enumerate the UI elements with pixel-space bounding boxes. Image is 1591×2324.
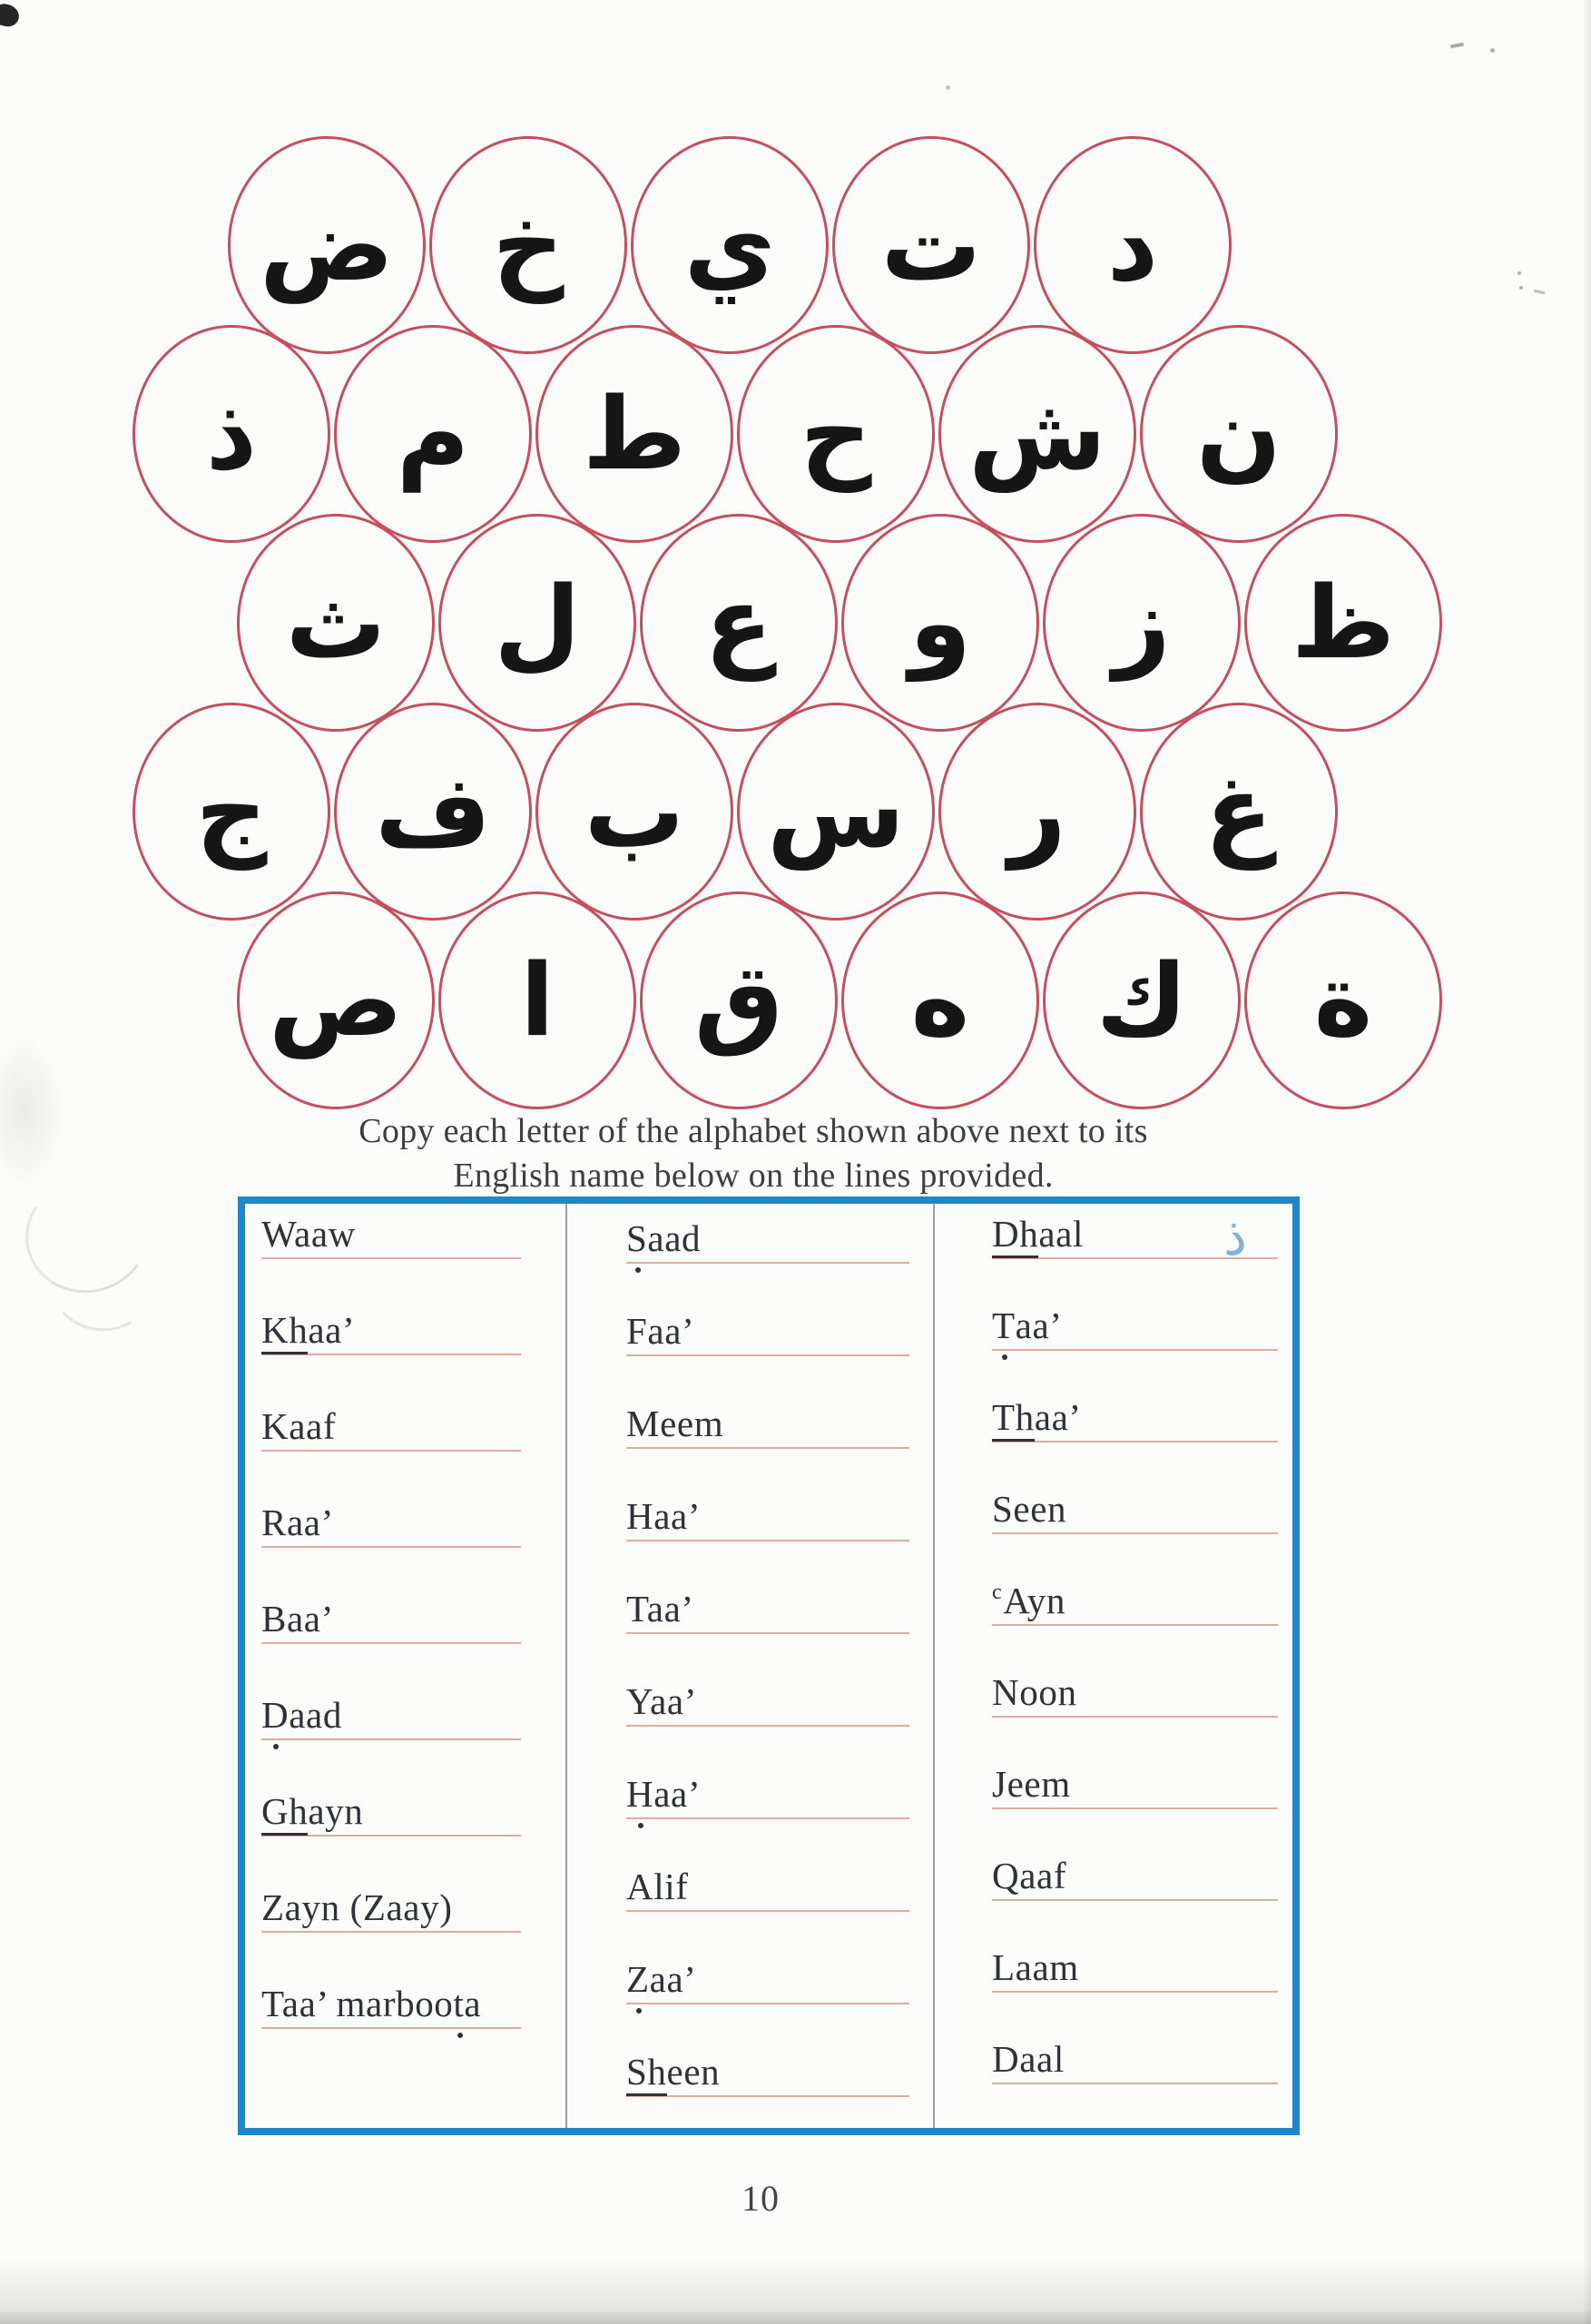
arabic-letter: ث <box>285 565 387 681</box>
letter-circle <box>438 514 636 732</box>
letter-name: Laam <box>992 1945 1079 1988</box>
scan-artifact <box>1519 286 1523 290</box>
arabic-letter: ذ <box>205 376 258 492</box>
arabic-letter: ز <box>1113 565 1171 681</box>
arabic-letter: ه <box>910 942 970 1059</box>
letter-name: Daal <box>992 2037 1065 2080</box>
letter-circle <box>334 325 532 543</box>
dotted-letter: H <box>626 1774 653 1815</box>
worksheet-row <box>992 1755 1278 1809</box>
scan-artifact <box>1534 290 1545 294</box>
worksheet-row <box>626 1857 909 1912</box>
letter-circle <box>237 891 435 1109</box>
worksheet-row <box>261 1782 521 1837</box>
dotted-letter: t <box>453 1984 464 2024</box>
circle-row <box>133 325 1338 543</box>
letter-circle <box>841 891 1039 1109</box>
worksheet-row <box>261 1205 521 1259</box>
worksheet-row <box>992 1663 1278 1718</box>
letter-circle <box>938 703 1136 921</box>
arabic-letter: ق <box>693 942 784 1059</box>
arabic-letter: ج <box>195 753 268 870</box>
scan-artifact <box>1490 48 1495 53</box>
underdot <box>273 1744 279 1749</box>
arabic-letter: ص <box>269 942 403 1059</box>
letter-circle <box>832 136 1030 354</box>
letter-name: Baa’ <box>261 1597 334 1640</box>
underlined-digraph: Kh <box>261 1309 308 1354</box>
scan-artifact <box>0 2 22 29</box>
arabic-letter: ط <box>582 376 687 492</box>
worksheet-row <box>626 1765 909 1819</box>
worksheet-row <box>992 2030 1278 2084</box>
letter-circle <box>640 891 838 1109</box>
letter-name: Taa’ marboot a <box>261 1984 481 2027</box>
letter-circle <box>640 514 838 732</box>
letter-circle <box>841 514 1039 732</box>
circle-row <box>237 891 1442 1109</box>
dotted-letter: T <box>992 1305 1016 1346</box>
instructions-line-2: English name below on the lines provided. <box>453 1157 1054 1196</box>
letter-name: Raa’ <box>261 1501 334 1543</box>
letter-circle <box>429 136 627 354</box>
worksheet-row <box>992 1846 1278 1901</box>
letter-circle <box>737 325 935 543</box>
underlined-digraph: Th <box>992 1396 1035 1442</box>
letter-name: Dhaal <box>992 1214 1084 1257</box>
underlined-digraph: Sh <box>626 2051 667 2096</box>
letter-circle <box>1244 514 1442 732</box>
worksheet-row <box>626 1209 909 1264</box>
letter-circle <box>535 703 733 921</box>
underlined-digraph: Dh <box>992 1213 1038 1258</box>
worksheet-row <box>261 1878 521 1933</box>
worksheet-row <box>992 1938 1278 1993</box>
letter-name: $^c$Ayn <box>992 1579 1066 1621</box>
letter-circle <box>535 325 733 543</box>
worksheet-row <box>626 1394 909 1449</box>
arabic-letter: ل <box>494 565 581 681</box>
letter-circle <box>938 325 1136 543</box>
worksheet-row <box>992 1205 1278 1267</box>
letter-name: Taa’ <box>626 1587 694 1630</box>
underdot <box>638 1823 643 1828</box>
letter-circle <box>237 514 435 732</box>
letter-name: Thaa’ <box>992 1397 1082 1441</box>
letter-name: Meem <box>626 1402 724 1444</box>
arabic-letter: و <box>908 565 972 681</box>
instructions <box>245 1109 1262 1199</box>
scan-edge-shadow <box>1583 0 1591 2324</box>
letter-circle <box>1244 891 1442 1109</box>
worksheet-row <box>626 1950 909 2004</box>
scan-artifact <box>946 85 950 90</box>
worksheet-row <box>626 1302 909 1356</box>
arabic-letter: ت <box>880 187 982 303</box>
letter-name: Khaa’ <box>261 1310 355 1354</box>
underdot <box>635 1267 641 1273</box>
letter-name: Yaa’ <box>626 1679 697 1722</box>
letter-name: D aad <box>261 1695 342 1738</box>
worksheet-row <box>626 1672 909 1727</box>
worksheet-row <box>261 1974 521 2029</box>
worksheet-row <box>626 1487 909 1541</box>
handwritten-arabic-answer: ذ <box>1223 1206 1247 1267</box>
letter-name: Waaw <box>261 1212 356 1255</box>
circle-row <box>228 136 1232 354</box>
letter-name: Noon <box>992 1670 1077 1713</box>
arabic-letter: ف <box>375 753 491 870</box>
circle-row <box>237 514 1442 732</box>
scan-edge-shadow <box>0 2260 1591 2324</box>
letter-name: H aa’ <box>626 1774 701 1817</box>
arabic-letter: س <box>767 753 905 870</box>
arabic-letter: م <box>396 376 470 492</box>
scan-artifact <box>1450 43 1464 49</box>
letter-name: Kaaf <box>261 1404 337 1447</box>
arabic-letter: ع <box>704 565 773 681</box>
column-divider <box>565 1204 567 2128</box>
arabic-letter: ن <box>1196 376 1282 492</box>
arabic-letter: ب <box>584 753 685 870</box>
arabic-letter: ح <box>800 376 872 492</box>
scan-artifact <box>1517 271 1521 275</box>
letter-name: Alif <box>626 1865 689 1907</box>
letter-name: S aad <box>626 1218 701 1262</box>
scan-artifact <box>0 1035 65 1189</box>
worksheet-row <box>992 1296 1278 1351</box>
underdot <box>1002 1354 1007 1360</box>
arabic-letter: ي <box>683 187 776 303</box>
letter-circle <box>737 703 935 921</box>
letter-circle <box>133 325 330 543</box>
underdot <box>636 2008 642 2014</box>
worksheet-row <box>626 2043 909 2097</box>
arabic-letter: ة <box>1313 942 1373 1059</box>
page-number: 10 <box>741 2178 780 2219</box>
letter-name: Faa’ <box>626 1309 695 1352</box>
letter-name: Ghayn <box>261 1791 363 1835</box>
letter-name: Haa’ <box>626 1494 702 1537</box>
worksheet-row <box>992 1480 1278 1534</box>
superscript-ayn-mark: c <box>992 1580 1003 1604</box>
arabic-letter: ك <box>1095 942 1188 1059</box>
letter-name: T aa’ <box>992 1305 1063 1349</box>
letter-name: Seen <box>992 1487 1067 1530</box>
worksheet-row <box>261 1493 521 1548</box>
letter-circle <box>631 136 829 354</box>
column-divider <box>933 1204 935 2128</box>
letter-name: Z aa’ <box>626 1959 697 2003</box>
underlined-digraph: Gh <box>261 1790 308 1836</box>
arabic-letter: ر <box>1008 753 1066 870</box>
letter-name: Zayn (Zaay) <box>261 1886 453 1928</box>
arabic-letter: خ <box>492 187 565 303</box>
arabic-letter: ض <box>260 187 394 303</box>
letter-name: Jeem <box>992 1762 1071 1805</box>
letter-circle <box>1043 891 1241 1109</box>
worksheet-row <box>992 1571 1278 1626</box>
arabic-letter: غ <box>1204 753 1273 870</box>
dotted-letter: D <box>261 1695 289 1736</box>
letter-circle <box>228 136 426 354</box>
letter-circle <box>1140 703 1338 921</box>
letter-circle <box>1043 514 1241 732</box>
arabic-letter: د <box>1106 187 1159 303</box>
worksheet-row <box>261 1590 521 1644</box>
arabic-letter: ا <box>520 942 555 1059</box>
letter-circle <box>133 703 330 921</box>
dotted-letter: Z <box>626 1959 650 2000</box>
letter-circle <box>1034 136 1232 354</box>
arabic-letter: ش <box>968 376 1106 492</box>
circle-row <box>133 703 1338 921</box>
worksheet-row <box>261 1686 521 1740</box>
letter-name: Sheen <box>626 2052 720 2095</box>
instructions-line-1: Copy each letter of the alphabet shown above next to its <box>358 1112 1148 1150</box>
arabic-letter: ظ <box>1291 565 1396 681</box>
worksheet-row <box>261 1397 521 1452</box>
worksheet-row <box>261 1301 521 1355</box>
letter-circle <box>1140 325 1338 543</box>
worksheet-row <box>626 1580 909 1634</box>
dotted-letter: S <box>626 1218 647 1259</box>
letter-circle <box>438 891 636 1109</box>
letter-name: Qaaf <box>992 1854 1067 1896</box>
worksheet-row <box>992 1388 1278 1443</box>
letter-circle <box>334 703 532 921</box>
